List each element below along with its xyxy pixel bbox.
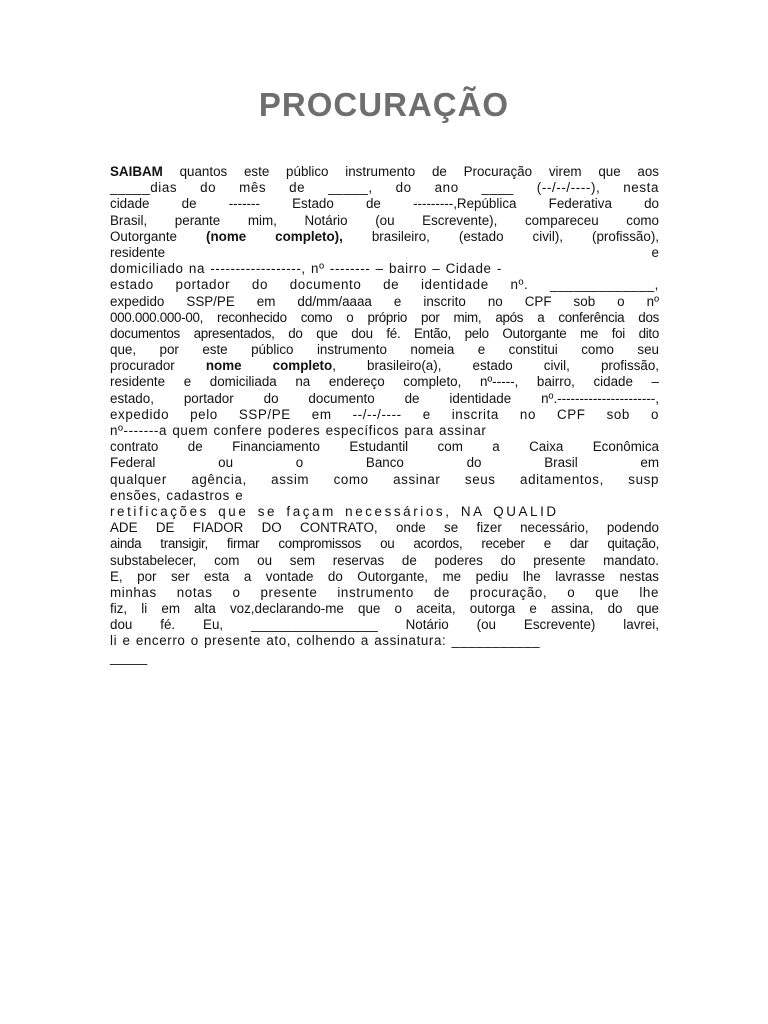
text-line: minhas notas o presente instrumento de procuração, o que lhe xyxy=(110,584,659,600)
text-bold: SAIBAM xyxy=(110,164,163,179)
text-line xyxy=(110,229,659,245)
text-line: dou fé. Eu, _________________ Notário (ou Escrevente) lavrei, xyxy=(110,617,659,633)
text-line: que, por este público instrumento nomeia e constitui como seu xyxy=(110,342,659,358)
text-line: _____ xyxy=(110,649,148,665)
text-line: expedido pelo SSP/PE em --/--/---- e inscrita no CPF sob o xyxy=(110,406,659,422)
text-span: brasileiro, (estado civil), (profissão), xyxy=(342,228,659,244)
text-line: ADE DE FIADOR DO CONTRATO, onde se fizer necessário, podendo xyxy=(110,520,659,536)
text-line: residente e domiciliada na endereço completo, nº-----, bairro, cidade – xyxy=(110,374,659,390)
text-line: _____dias do mês de _____, do ano ____ (--/--/----), nesta xyxy=(110,180,659,196)
text-span: quantos este público instrumento de Procuração virem que aos xyxy=(162,164,659,179)
text-line: substabelecer, com ou sem reservas de poderes do presente mandato. xyxy=(110,552,659,568)
text-bold: nome completo xyxy=(205,358,333,374)
text-line: residente e xyxy=(110,244,659,260)
document-body xyxy=(110,164,659,666)
text-line: Brasil, perante mim, Notário (ou Escrevente), compareceu como xyxy=(110,212,659,228)
text-line: expedido SSP/PE em dd/mm/aaaa e inscrito no CPF sob o nº xyxy=(110,293,659,309)
text-line: estado, portador do documento de identidade nº.----------------------, xyxy=(110,390,659,406)
text-line xyxy=(110,164,659,180)
text-line: contrato de Financiamento Estudantil com a Caixa Econômica xyxy=(110,439,659,455)
text-line: 000.000.000-00, reconhecido como o próprio por mim, após a conferência dos xyxy=(110,309,659,325)
text-span: Outorgante xyxy=(110,228,206,244)
text-line: Federal ou o Banco do Brasil em xyxy=(110,455,659,471)
text-bold: (nome completo), xyxy=(206,228,343,244)
text-line: E, por ser esta a vontade do Outorgante, me pediu lhe lavrasse nestas xyxy=(110,568,659,584)
text-span: , brasileiro(a), estado civil, profissão, xyxy=(332,358,659,374)
text-line: qualquer agência, assim como assinar seus aditamentos, susp xyxy=(110,471,659,487)
document-title: PROCURAÇÃO xyxy=(258,86,510,123)
text-line: estado portador do documento de identidade nº. _____________, xyxy=(110,277,659,293)
text-line: ensões, cadastros e xyxy=(110,487,244,503)
text-line: ainda transigir, firmar compromissos ou acordos, receber e dar quitação, xyxy=(110,536,659,552)
text-line: nº-------a quem confere poderes específicos para assinar xyxy=(110,423,487,438)
text-line: li e encerro o presente ato, colhendo a assinatura: ___________ xyxy=(110,633,541,649)
text-line: fiz, li em alta voz,declarando-me que o aceita, outorga e assina, do que xyxy=(110,601,659,617)
text-line xyxy=(110,358,659,374)
text-line: documentos apresentados, do que dou fé. Então, pelo Outorgante me foi dito xyxy=(110,325,659,341)
text-line: domiciliado na ------------------, nº -------- – bairro – Cidade - xyxy=(110,261,502,277)
text-span: procurador xyxy=(110,358,206,374)
text-line: cidade de ------- Estado de ---------,República Federativa do xyxy=(110,196,659,212)
text-line: retificações que se façam necessários, NA QUALID xyxy=(110,503,559,519)
